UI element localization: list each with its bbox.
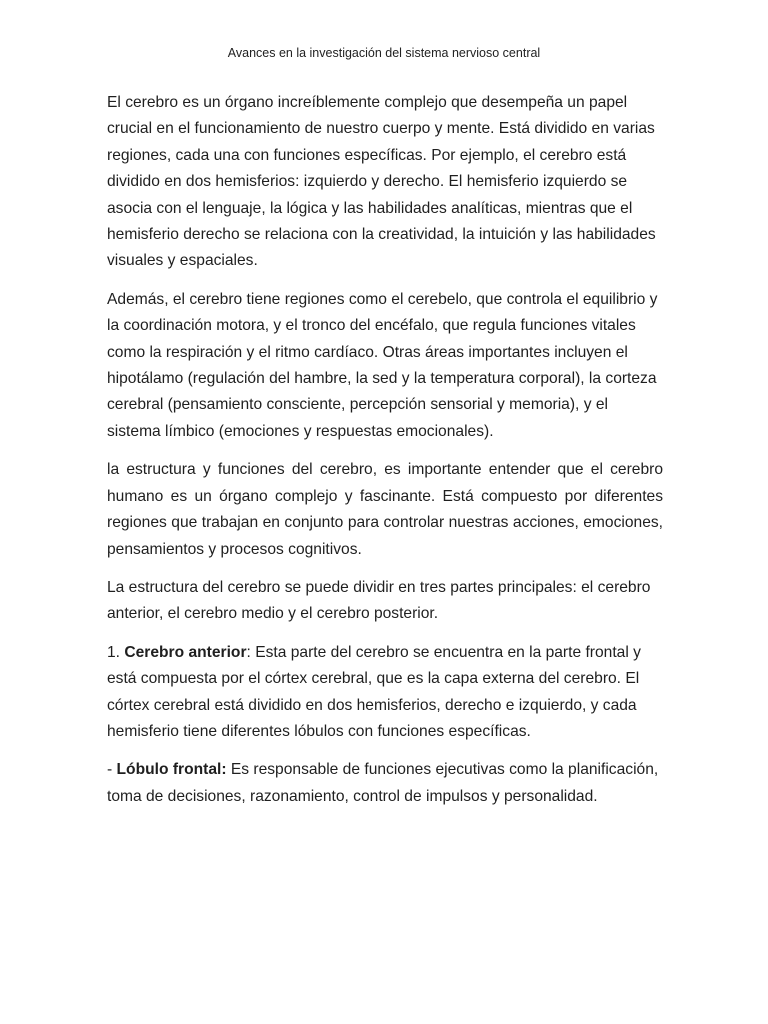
document-body — [107, 90, 663, 822]
paragraph-brain-parts: La estructura del cerebro se puede dividir en tres partes principales: el cerebro anterior, el cerebro medio y el cerebro posterior. — [107, 578, 651, 623]
forebrain-description: : Esta parte del cerebro se encuentra en la parte frontal y está compuesta por el córtex cerebral, que es la capa externa del cerebro. El córtex cerebral está dividido en dos hemisferios, derecho e izquierdo, y cada hemisferio tiene diferentes lóbulos con funciones específicas. — [107, 643, 641, 740]
paragraph-brain-structure: la estructura y funciones del cerebro, es importante entender que el cerebro humano es un órgano complejo y fascinante. Está compuesto por diferentes regiones que trabajan en conjunto para controlar nuestras acciones, emociones, pensamientos y procesos cognitivos. — [107, 461, 663, 558]
term-frontal-lobe: Lóbulo frontal: — [116, 761, 227, 779]
frontal-lobe-description: Es responsable de funciones ejecutivas como la planificación, toma de decisiones, razonamiento, control de impulsos y personalidad. — [107, 761, 659, 805]
paragraph-brain-overview: El cerebro es un órgano increíblemente complejo que desempeña un papel crucial en el funcionamiento de nuestro cuerpo y mente. Está dividido en varias regiones, cada una con funciones específicas. Por ejemplo, el cerebro está dividido en dos hemisferios: izquierdo y derecho. El hemisferio izquierdo se asocia con el lenguaje, la lógica y las habilidades analíticas, mientras que el hemisferio derecho se relaciona con la creatividad, la intuición y las habilidades visuales y espaciales. — [107, 94, 656, 270]
list-dash: - — [107, 761, 117, 779]
paragraph-forebrain — [107, 640, 663, 746]
page-header: Avances en la investigación del sistema nervioso central — [227, 46, 541, 60]
paragraph-frontal-lobe — [107, 757, 663, 810]
paragraph-brain-regions: Además, el cerebro tiene regiones como el cerebelo, que controla el equilibrio y la coordinación motora, y el tronco del encéfalo, que regula funciones vitales como la respiración y el ritmo cardíaco. Otras áreas importantes incluyen el hipotálamo (regulación del hambre, la sed y la temperatura corporal), la corteza cerebral (pensamiento consciente, percepción sensorial y memoria), y el sistema límbico (emociones y respuestas emocionales). — [107, 290, 658, 440]
term-forebrain: Cerebro anterior — [124, 643, 247, 661]
list-number: 1. — [107, 643, 125, 661]
